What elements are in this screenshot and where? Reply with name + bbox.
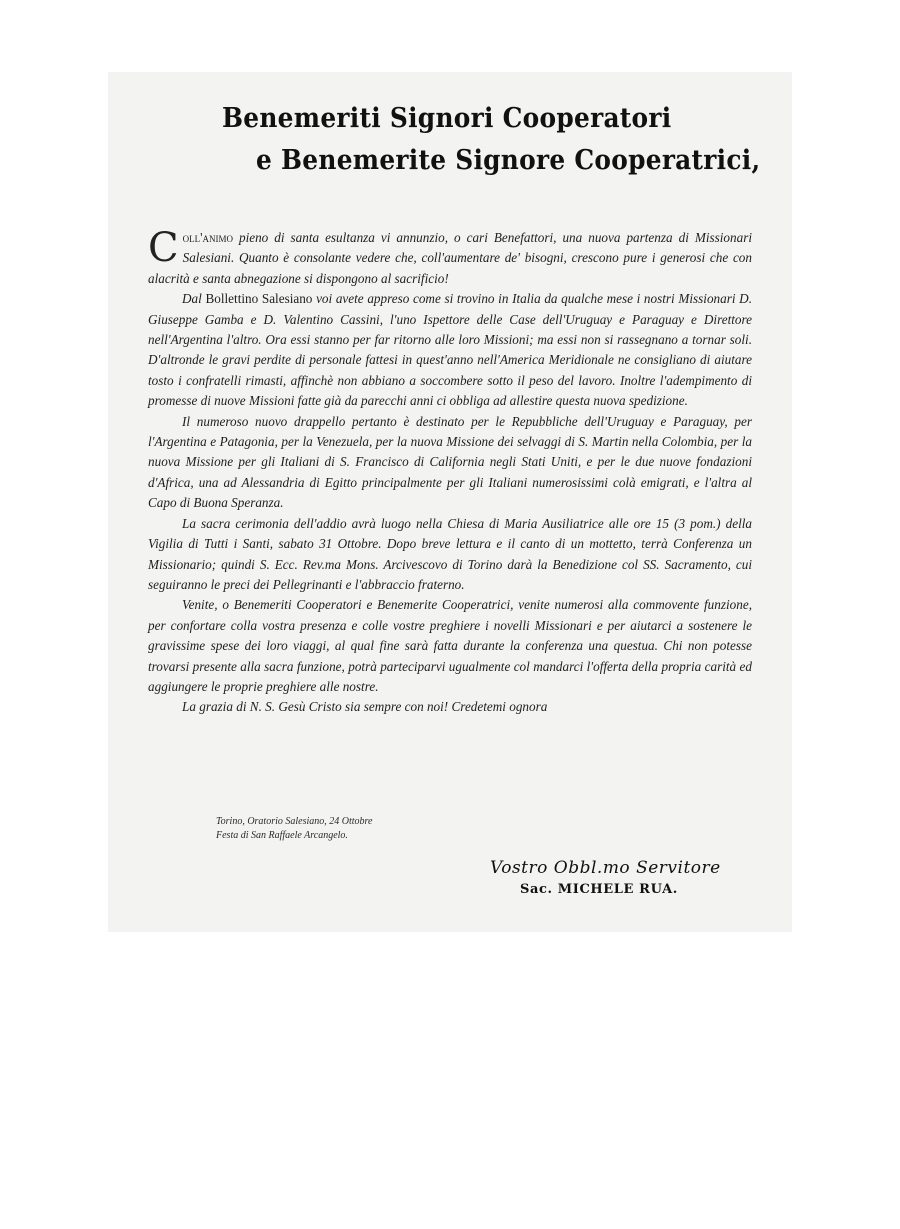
paragraph-1 [148, 225, 752, 289]
paragraph-4: La sacra cerimonia dell'addio avrà luogo nella Chiesa di Maria Ausiliatrice alle ore 15 (3 pom.) della Vigilia di Tutti i Santi, sabato 31 Ottobre. Dopo breve lettura e il canto di un mottetto, terrà Conferenza un Missionario; quindi S. Ecc. Rev.ma Mons. Arcivescovo di Torino darà la Benedizione col SS. Sacramento, cui seguiranno le preci dei Pellegrinanti e l'abbraccio fraterno. [148, 515, 752, 592]
dateline [216, 815, 373, 843]
paragraph-2 [148, 289, 752, 411]
drop-cap: C [148, 225, 179, 271]
heading-line-2: e Benemerite Signore Cooperatrici, [256, 145, 761, 176]
bollettino-title: Bollettino Salesiano [205, 291, 313, 307]
paragraph-1-text: pieno di santa esultanza vi annunzio, o cari Benefattori, una nuova partenza di Missionari Salesiani. Quanto è consolante vedere che, coll'aumentare de' bisogni, crescono pure i generosi che con alacrità e santa abnegazione si dispongono al sacrificio! [148, 230, 752, 286]
dateline-place: Torino, Oratorio Salesiano, 24 Ottobre [216, 816, 373, 827]
letter-body [148, 225, 753, 718]
paragraph-2-lead: Dal [182, 291, 206, 307]
paragraph-2-text: voi avete appreso come si trovino in Italia da qualche mese i nostri Missionari D. Giuseppe Gamba e D. Valentino Cassini, l'uno Ispettore delle Case dell'Uruguay e Paraguay e Direttore nell'Argentina l'altro. Ora essi stanno per far ritorno alle loro Missioni; ma essi non si rassegnano a tornar soli. D'altronde le gravi perdite di personale fattesi in quest'anno nell'America Meridionale ne consigliano di aiutare tosto i confratelli rimasti, affinchè non abbiano a soccombere sotto il peso del lavoro. Inoltre l'adempimento di promesse di nuove Missioni fatte già da parecchi anni ci obbliga ad allestire questa nuova spedizione. [148, 291, 753, 409]
dateline-feast: Festa di San Raffaele Arcangelo. [216, 830, 348, 841]
paragraph-5: Venite, o Benemeriti Cooperatori e Benemerite Cooperatrici, venite numerosi alla commovente funzione, per confortare colla vostra presenza e colle vostre preghiere i novelli Missionari e per aiutarci a sostenere le gravissime spese dei loro viaggi, al qual fine sarà fatta durante la conferenza una questua. Chi non potesse trovarsi presente alla sacra funzione, potrà parteciparvi ugualmente col mandarci l'offerta della propria carità ed aggiungere le proprie preghiere alle nostre. [148, 597, 752, 694]
opening-smallcaps: oll'animo [182, 230, 233, 245]
signature-closing: Vostro Obbl.mo Servitore [490, 858, 721, 878]
heading-line-1: Benemeriti Signori Cooperatori [222, 103, 672, 134]
signature-name: Sac. MICHELE RUA. [520, 882, 678, 897]
paragraph-3: Il numeroso nuovo drappello pertanto è destinato per le Repubbliche dell'Uruguay e Paraguay, per l'Argentina e Patagonia, per la Venezuela, per la nuova Missione dei selvaggi di S. Martin nella Colombia, per la nuova Missione per gli Italiani di S. Francisco di California negli Stati Uniti, e per le due nuove fondazioni d'Africa, una ad Alessandria di Egitto principalmente per gli Italiani numerosissimi colà emigrati, e l'altra al Capo di Buona Speranza. [148, 413, 752, 511]
paragraph-6: La grazia di N. S. Gesù Cristo sia sempre con noi! Credetemi ognora [182, 699, 548, 715]
